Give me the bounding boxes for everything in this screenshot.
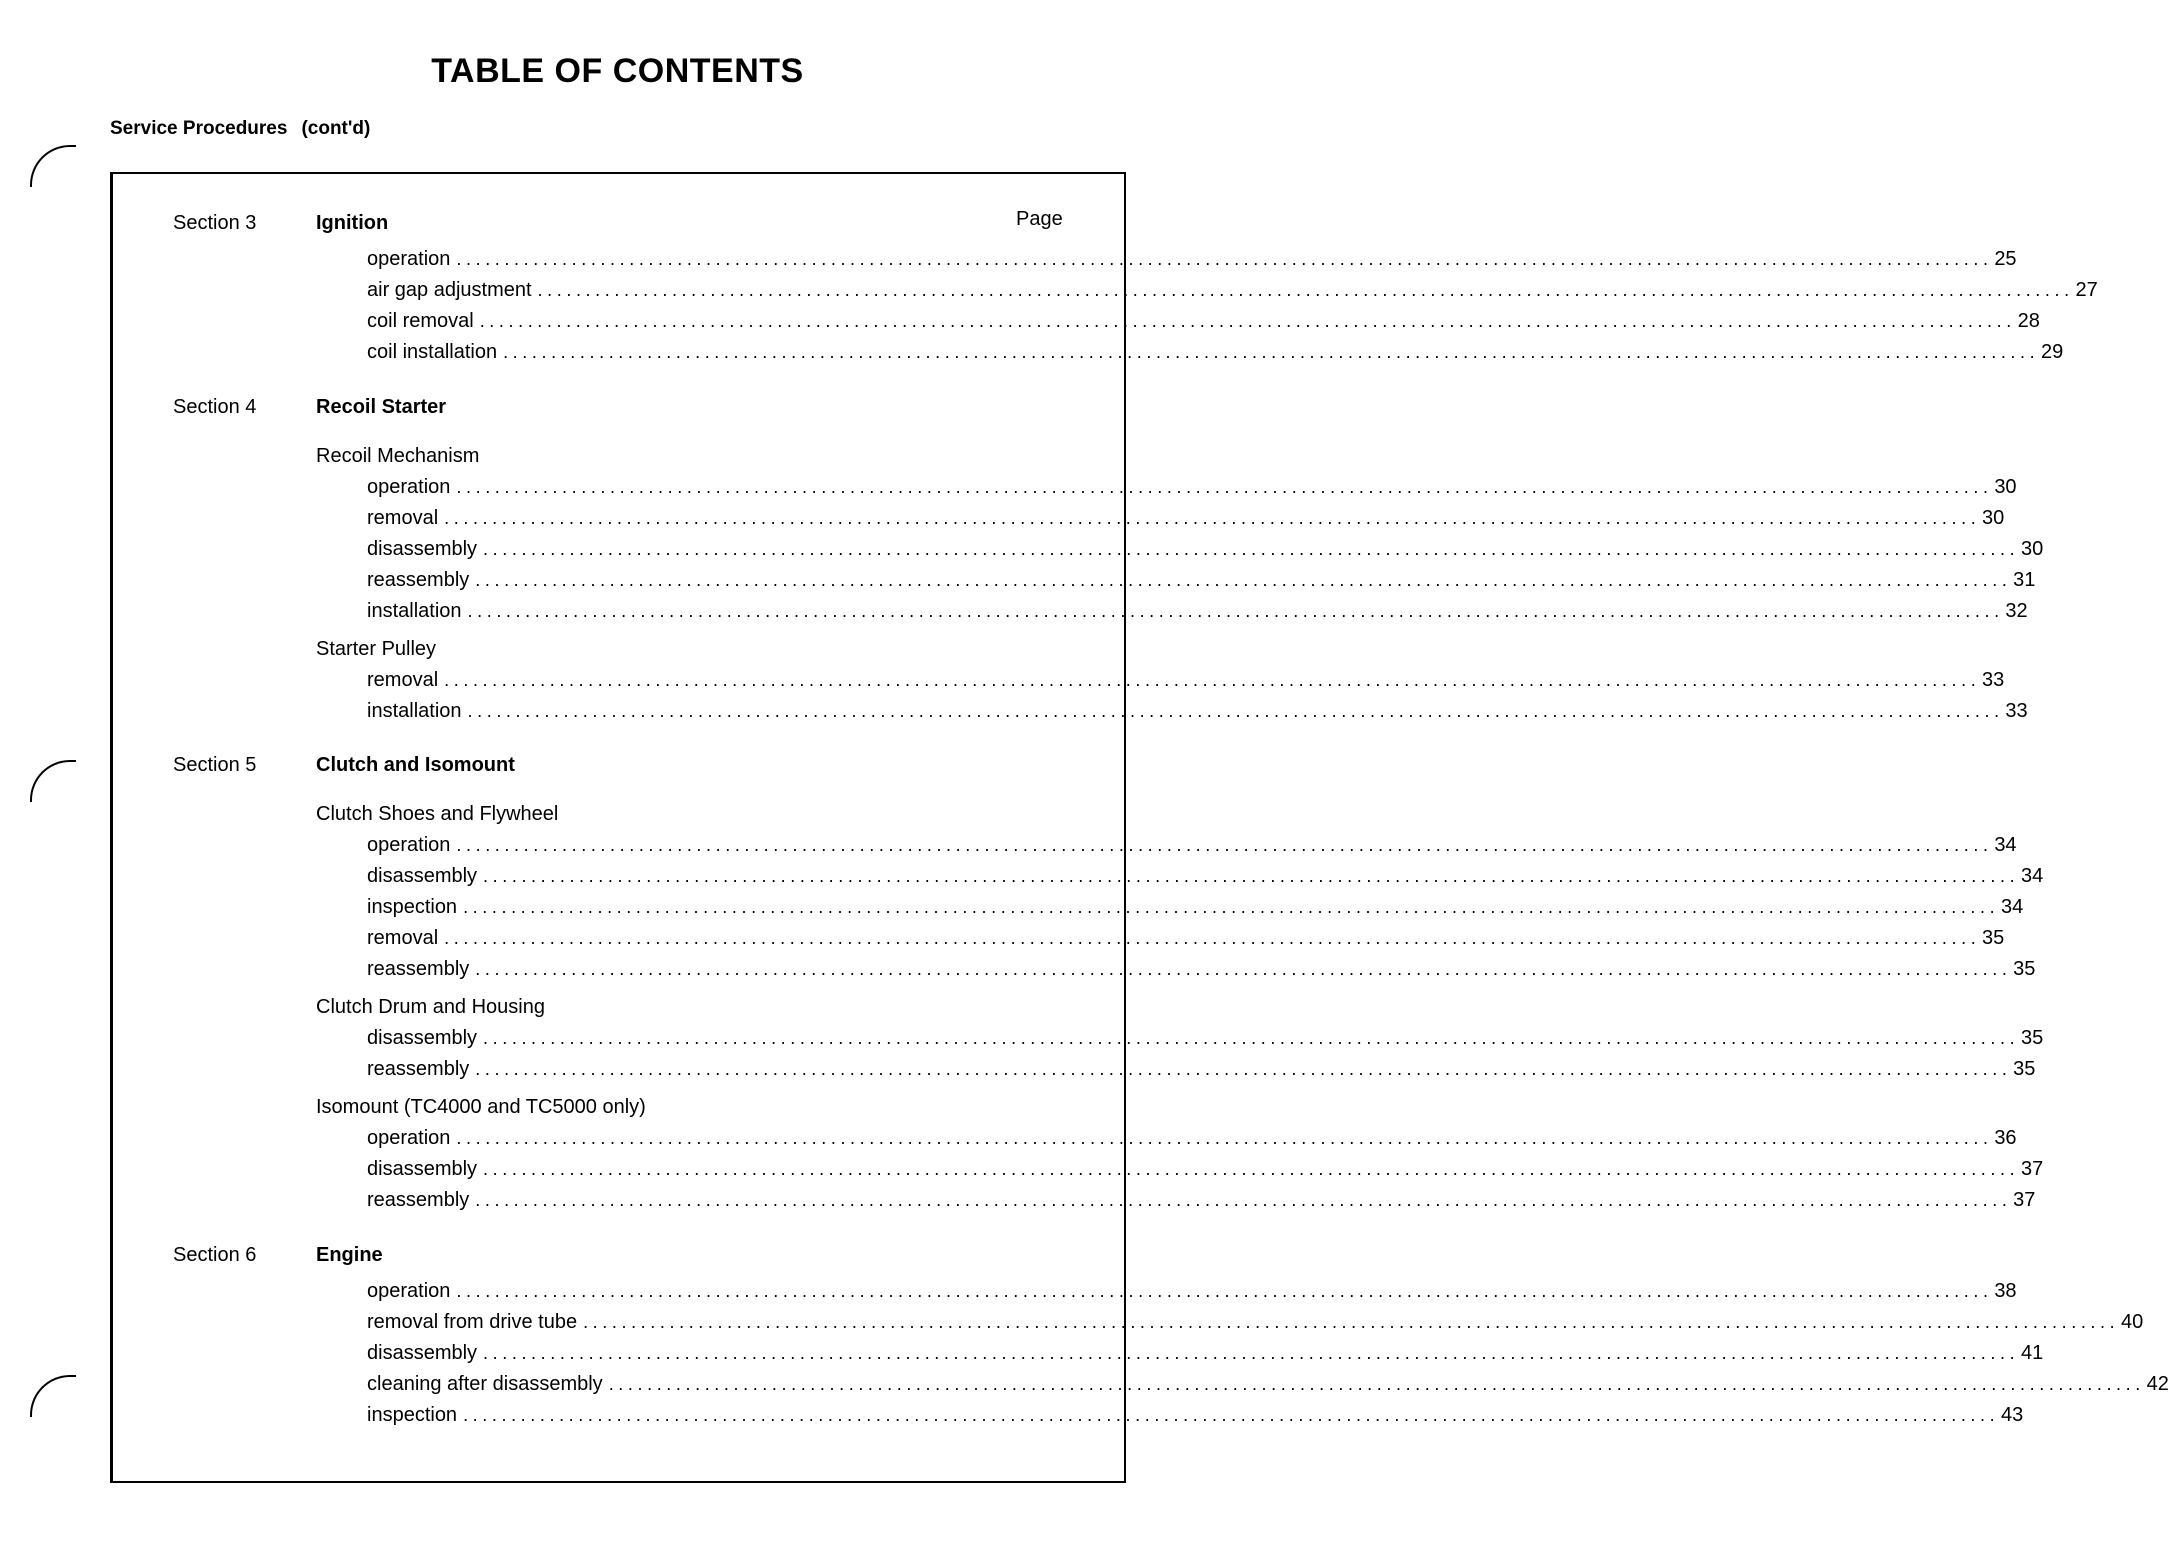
dot-leader: ................................................................................................................................................................: [537, 280, 2074, 300]
toc-entry-text: disassembly: [367, 865, 478, 887]
dot-leader: ................................................................................................................................................................: [444, 670, 1981, 690]
toc-entry-text: removal from drive tube: [367, 1311, 578, 1333]
toc-entry-page: 38: [1994, 1280, 2017, 1302]
toc-entry-text: disassembly: [367, 1158, 478, 1180]
toc-entry-page: 33: [2005, 700, 2028, 722]
toc-entry-page: 35: [1982, 927, 2005, 949]
subtitle-main: Service Procedures: [110, 118, 288, 139]
subtitle: [110, 118, 370, 140]
toc-entry[interactable]: [367, 1342, 2044, 1368]
page-title: TABLE OF CONTENTS: [431, 52, 804, 90]
toc-entry-page: 25: [1994, 248, 2017, 270]
toc-entry-page: 36: [1994, 1127, 2017, 1149]
toc-entry[interactable]: [367, 1058, 2036, 1084]
toc-entry-text: operation: [367, 1280, 451, 1302]
toc-entry-text: reassembly: [367, 958, 470, 980]
toc-entry[interactable]: [367, 834, 2017, 860]
toc-entry[interactable]: [367, 1158, 2044, 1184]
section-title: Ignition: [316, 212, 389, 234]
toc-entry-page: 31: [2013, 569, 2036, 591]
toc-entry[interactable]: [367, 569, 2036, 595]
toc-entry-text: removal: [367, 669, 439, 691]
toc-entry-page: 30: [1982, 507, 2005, 529]
toc-entry-text: disassembly: [367, 1342, 478, 1364]
toc-entry[interactable]: [367, 927, 2005, 953]
group-heading: Recoil Mechanism: [316, 445, 480, 467]
toc-entry-page: 37: [2013, 1189, 2036, 1211]
toc-entry-page: 34: [1994, 834, 2017, 856]
toc-entry-text: disassembly: [367, 1027, 478, 1049]
dot-leader: ................................................................................................................................................................: [503, 342, 2040, 362]
toc-entry-page: 30: [2020, 538, 2044, 560]
toc-entry-page: 35: [2020, 1027, 2044, 1049]
dot-leader: ................................................................................................................................................................: [456, 1128, 1993, 1148]
toc-entry-text: operation: [367, 1127, 451, 1149]
dot-leader: ................................................................................................................................................................: [444, 508, 1981, 528]
toc-entry[interactable]: [367, 1027, 2044, 1053]
group-heading: Clutch Shoes and Flywheel: [316, 803, 559, 825]
toc-entry-text: operation: [367, 476, 451, 498]
toc-entry[interactable]: [367, 279, 2098, 305]
toc-entry-text: air gap adjustment: [367, 279, 532, 301]
dot-leader: ................................................................................................................................................................: [475, 1059, 2012, 1079]
toc-entry-page: 30: [1994, 476, 2017, 498]
dot-leader: ................................................................................................................................................................: [608, 1374, 2145, 1394]
toc-entry-text: coil installation: [367, 341, 498, 363]
toc-entry-text: removal: [367, 927, 439, 949]
toc-entry-text: disassembly: [367, 538, 478, 560]
section-label: Section 3: [173, 212, 257, 234]
dot-leader: ................................................................................................................................................................: [456, 477, 1993, 497]
toc-entry[interactable]: [367, 1280, 2017, 1306]
section-label: Section 6: [173, 1244, 257, 1266]
toc-entry-text: operation: [367, 834, 451, 856]
toc-entry[interactable]: [367, 1189, 2036, 1215]
section-label: Section 4: [173, 396, 257, 418]
toc-entry-page: 34: [2000, 896, 2024, 918]
toc-entry[interactable]: [367, 310, 2040, 336]
toc-entry-text: inspection: [367, 896, 458, 918]
toc-entry-text: reassembly: [367, 1058, 470, 1080]
toc-entry[interactable]: [367, 507, 2005, 533]
section-title: Recoil Starter: [316, 396, 447, 418]
dot-leader: ................................................................................................................................................................: [456, 1281, 1993, 1301]
toc-entry[interactable]: [367, 1373, 2169, 1399]
toc-entry[interactable]: [367, 1127, 2017, 1153]
dot-leader: ................................................................................................................................................................: [483, 1159, 2020, 1179]
subtitle-cont: (cont'd): [301, 118, 371, 139]
toc-entry-page: 29: [2040, 341, 2064, 363]
dot-leader: ................................................................................................................................................................: [463, 1405, 2000, 1425]
dot-leader: ................................................................................................................................................................: [583, 1312, 2120, 1332]
dot-leader: ................................................................................................................................................................: [467, 701, 2004, 721]
toc-entry[interactable]: [367, 865, 2044, 891]
dot-leader: ................................................................................................................................................................: [479, 311, 2016, 331]
toc-entry-text: reassembly: [367, 569, 470, 591]
toc-entry-page: 34: [2020, 865, 2044, 887]
toc-entry-text: inspection: [367, 1404, 458, 1426]
toc-entry-text: cleaning after disassembly: [367, 1373, 603, 1395]
dot-leader: ................................................................................................................................................................: [483, 1343, 2020, 1363]
toc-entry[interactable]: [367, 248, 2017, 274]
margin-hole-mark: [30, 1375, 76, 1417]
dot-leader: ................................................................................................................................................................: [456, 249, 1993, 269]
group-heading: Clutch Drum and Housing: [316, 996, 545, 1018]
toc-entry-text: coil removal: [367, 310, 474, 332]
toc-entry[interactable]: [367, 958, 2036, 984]
page-column-header: Page: [1016, 208, 1063, 230]
toc-entry-page: 37: [2020, 1158, 2044, 1180]
dot-leader: ................................................................................................................................................................: [467, 601, 2004, 621]
group-heading: Starter Pulley: [316, 638, 437, 660]
toc-entry-page: 35: [2013, 958, 2036, 980]
toc-entry[interactable]: [367, 476, 2017, 502]
toc-entry[interactable]: [367, 341, 2064, 367]
toc-entry[interactable]: [367, 669, 2005, 695]
toc-entry-page: 40: [2120, 1311, 2144, 1333]
toc-entry[interactable]: [367, 600, 2028, 626]
dot-leader: ................................................................................................................................................................: [475, 570, 2012, 590]
group-heading: Isomount (TC4000 and TC5000 only): [316, 1096, 646, 1118]
toc-entry[interactable]: [367, 1404, 2024, 1430]
dot-leader: ................................................................................................................................................................: [456, 835, 1993, 855]
toc-entry[interactable]: [367, 538, 2044, 564]
toc-entry-page: 27: [2075, 279, 2098, 301]
toc-entry-page: 42: [2146, 1373, 2169, 1395]
section-title: Engine: [316, 1244, 383, 1266]
toc-entry-text: installation: [367, 600, 462, 622]
dot-leader: ................................................................................................................................................................: [483, 866, 2020, 886]
margin-hole-mark: [30, 760, 76, 802]
toc-entry-page: 32: [2005, 600, 2028, 622]
dot-leader: ................................................................................................................................................................: [475, 959, 2012, 979]
dot-leader: ................................................................................................................................................................: [483, 539, 2020, 559]
toc-entry[interactable]: [367, 896, 2024, 922]
toc-entry-page: 43: [2000, 1404, 2024, 1426]
toc-entry-text: reassembly: [367, 1189, 470, 1211]
dot-leader: ................................................................................................................................................................: [475, 1190, 2012, 1210]
toc-entry-page: 41: [2020, 1342, 2044, 1364]
dot-leader: ................................................................................................................................................................: [463, 897, 2000, 917]
dot-leader: ................................................................................................................................................................: [483, 1028, 2020, 1048]
toc-entry-text: operation: [367, 248, 451, 270]
toc-entry[interactable]: [367, 1311, 2144, 1337]
toc-entry-text: installation: [367, 700, 462, 722]
toc-entry-text: removal: [367, 507, 439, 529]
section-title: Clutch and Isomount: [316, 754, 515, 776]
toc-entry-page: 28: [2017, 310, 2040, 332]
dot-leader: ................................................................................................................................................................: [444, 928, 1981, 948]
toc-entry[interactable]: [367, 700, 2028, 726]
toc-entry-page: 33: [1982, 669, 2005, 691]
section-label: Section 5: [173, 754, 257, 776]
toc-entry-page: 35: [2013, 1058, 2036, 1080]
margin-hole-mark: [30, 145, 76, 187]
